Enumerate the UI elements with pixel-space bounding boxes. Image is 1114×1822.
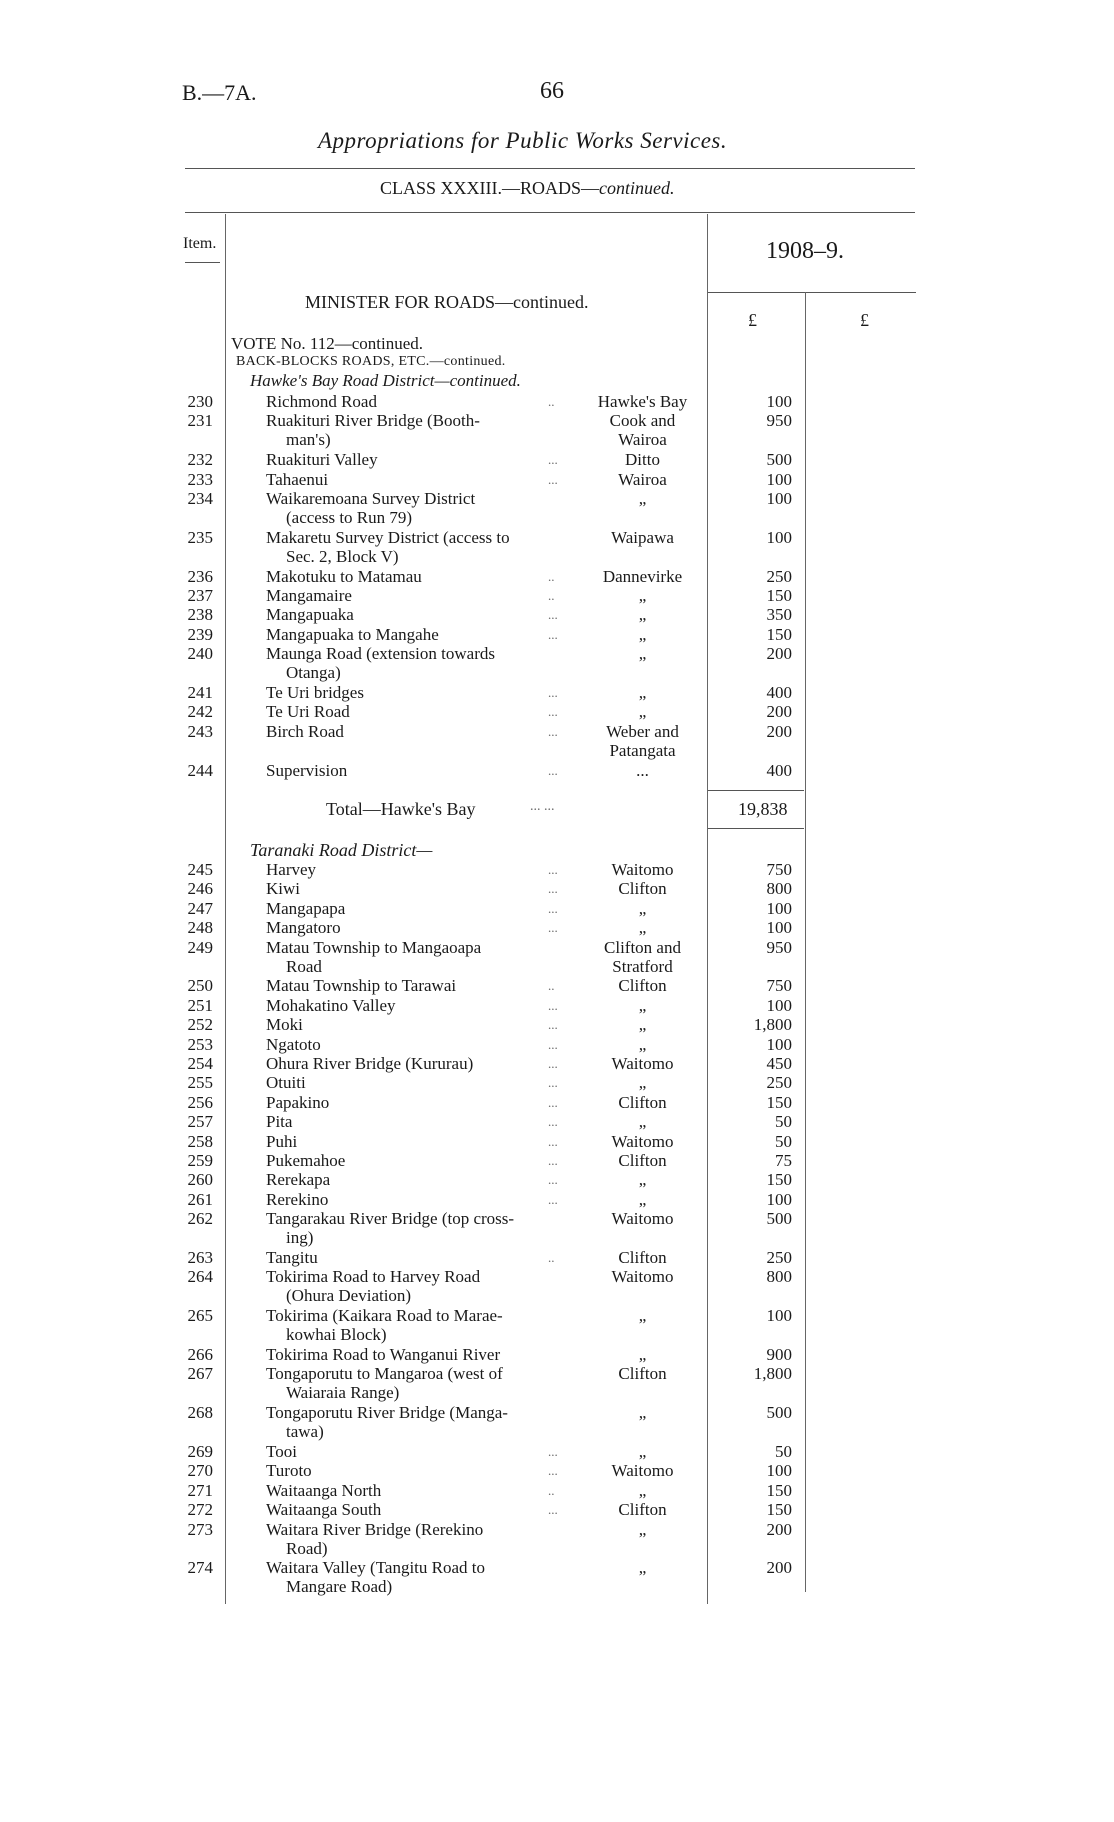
item-number: 274 [187, 1558, 213, 1578]
top-rule [185, 168, 915, 169]
item-description [266, 411, 566, 449]
item-description-text: Rerekino [266, 1189, 329, 1209]
item-number: 270 [187, 1461, 213, 1481]
leader-dots: ... [548, 1114, 558, 1130]
item-description-text: Kiwi [266, 879, 300, 899]
leader-dots: .. [548, 1482, 555, 1498]
item-description-text: Te Uri bridges [266, 683, 364, 702]
electoral-district: Clifton and Stratford [604, 937, 681, 976]
item-description-text: Tongaporutu River Bridge (Manga- [266, 1403, 508, 1423]
electoral-district: Cook and Wairoa [609, 411, 676, 450]
electoral-district: „ [638, 1306, 647, 1326]
item-description [266, 1481, 566, 1500]
electoral-district: Clifton [618, 1248, 667, 1267]
item-description-text: Puhi [266, 1131, 298, 1151]
leader-dots: ... [548, 626, 558, 642]
item-number: 235 [187, 527, 213, 547]
item-description-text: Tokirima (Kaikara Road to Marae- [266, 1306, 503, 1326]
item-number: 234 [187, 489, 213, 508]
electoral-district: „ [638, 1034, 647, 1054]
item-number: 255 [187, 1073, 213, 1093]
item-number: 250 [187, 976, 213, 996]
item-amount: 75 [775, 1151, 792, 1170]
electoral-district: Waitomo [611, 860, 674, 879]
item-number: 268 [187, 1403, 213, 1423]
item-description-text: Waitaanga North [266, 1480, 382, 1500]
page-title: Appropriations for Public Works Services. [318, 128, 728, 153]
item-number: 267 [187, 1364, 213, 1384]
electoral-district: „ [638, 489, 647, 508]
column-divider-amount [805, 292, 806, 1592]
item-number: 273 [187, 1519, 213, 1539]
electoral-district: „ [638, 1189, 647, 1209]
item-number: 246 [187, 879, 213, 899]
item-number: 262 [187, 1209, 213, 1229]
item-description-text: Mangapuaka to Mangahe [266, 624, 439, 644]
item-description [266, 860, 566, 879]
item-number: 265 [187, 1306, 213, 1326]
electoral-district: „ [638, 702, 647, 722]
electoral-district: Clifton [618, 1500, 667, 1520]
item-number: 239 [187, 624, 213, 644]
leader-dots: ... [548, 1036, 558, 1052]
leader-dots: ... [548, 1191, 558, 1207]
item-number: 254 [187, 1054, 213, 1073]
column-divider-district [707, 214, 708, 1604]
item-description [266, 586, 566, 605]
item-description [266, 879, 566, 898]
item-amount: 350 [766, 605, 792, 625]
item-description [266, 1093, 566, 1112]
leader-dots: .. [548, 588, 555, 603]
item-amount: 750 [766, 860, 792, 879]
item-description-continuation: Mangare Road) [286, 1577, 393, 1597]
leader-dots: ... [548, 1075, 558, 1091]
electoral-district: Ditto [625, 450, 660, 470]
taranaki-district-heading: Taranaki Road District— [250, 840, 433, 860]
leader-dots: ... [548, 1094, 558, 1110]
leader-dots: ... [548, 471, 558, 487]
item-amount: 250 [766, 566, 792, 586]
electoral-district: „ [638, 918, 647, 938]
item-description-continuation: ing) [286, 1228, 314, 1248]
column-divider-left [225, 214, 226, 1604]
item-description [266, 567, 566, 586]
item-number: 236 [187, 566, 213, 586]
item-description-continuation: kowhai Block) [286, 1325, 387, 1345]
item-amount: 100 [766, 1461, 792, 1481]
item-description [266, 625, 566, 644]
item-number: 245 [187, 860, 213, 879]
electoral-district: Clifton [618, 1151, 667, 1170]
item-number: 261 [187, 1189, 213, 1209]
leader-dots: ... [548, 1133, 558, 1149]
item-number: 259 [187, 1151, 213, 1170]
item-number: 253 [187, 1034, 213, 1054]
item-amount: 50 [775, 1131, 792, 1151]
electoral-district: Waipawa [611, 527, 674, 547]
item-amount: 400 [766, 683, 792, 702]
item-number: 251 [187, 995, 213, 1015]
item-description-text: Ohura River Bridge (Kururau) [266, 1054, 474, 1073]
item-description-text: Ruakituri Valley [266, 450, 378, 470]
item-description-continuation: Sec. 2, Block V) [286, 546, 399, 566]
item-amount: 200 [766, 702, 792, 722]
electoral-district: Waitomo [611, 1267, 674, 1287]
electoral-district: „ [638, 683, 647, 702]
item-description [266, 1345, 566, 1364]
item-description [266, 1073, 566, 1092]
item-amount: 400 [766, 760, 792, 780]
electoral-district: „ [638, 995, 647, 1015]
leader-dots: .. [548, 394, 555, 409]
class-heading: CLASS XXXIII.—ROADS—continued. [380, 178, 675, 198]
item-description [266, 1209, 566, 1247]
year-rule [708, 292, 916, 293]
item-amount: 200 [766, 644, 792, 664]
item-description [266, 938, 566, 976]
item-description-text: Pita [266, 1112, 293, 1132]
item-amount: 950 [766, 411, 792, 431]
item-amount: 100 [766, 898, 792, 918]
leader-dots: ... [548, 1153, 558, 1168]
item-description [266, 1267, 566, 1305]
electoral-district: „ [638, 1442, 647, 1461]
leader-dots: .. [548, 1250, 555, 1265]
item-amount: 1,800 [753, 1015, 792, 1035]
item-number: 260 [187, 1170, 213, 1190]
item-description [266, 1500, 566, 1519]
leader-dots: ... [548, 723, 558, 739]
electoral-district: „ [638, 1015, 647, 1035]
item-description-text: Mangamaire [266, 586, 352, 605]
item-description-text: Maunga Road (extension towards [266, 644, 495, 664]
electoral-district: „ [638, 605, 647, 625]
item-amount: 100 [766, 527, 792, 547]
leader-dots: ... [548, 762, 558, 778]
year-header: 1908–9. [766, 238, 844, 264]
electoral-district: „ [638, 898, 647, 918]
item-amount: 150 [766, 1170, 792, 1190]
item-description [266, 1306, 566, 1344]
item-column-header: Item. [183, 235, 217, 252]
electoral-district: „ [638, 624, 647, 644]
page-number: 66 [540, 78, 564, 104]
electoral-district: ... [636, 760, 649, 780]
item-description [266, 1035, 566, 1054]
item-description-text: Tokirima Road to Harvey Road [266, 1267, 481, 1287]
item-description [266, 899, 566, 918]
item-description [266, 392, 566, 411]
item-number: 242 [187, 702, 213, 722]
item-description-text: Otuiti [266, 1073, 306, 1093]
item-description [266, 1403, 566, 1441]
electoral-district: „ [638, 644, 647, 664]
item-description [266, 1151, 566, 1170]
item-description [266, 528, 566, 566]
item-description-text: Makaretu Survey District (access to [266, 527, 510, 547]
item-amount: 450 [766, 1054, 792, 1073]
item-description [266, 1190, 566, 1209]
item-description-continuation: (access to Run 79) [286, 508, 413, 527]
item-description [266, 683, 566, 702]
item-description-continuation: man's) [286, 430, 331, 450]
item-description [266, 1112, 566, 1131]
item-number: 233 [187, 469, 213, 489]
item-description [266, 996, 566, 1015]
item-number: 269 [187, 1442, 213, 1461]
leader-dots: ... [548, 704, 558, 720]
item-description [266, 976, 566, 995]
electoral-district: „ [638, 586, 647, 605]
leader-dots: ... [548, 1502, 558, 1518]
electoral-district: Clifton [618, 1364, 667, 1384]
item-description-continuation: Waiaraia Range) [286, 1383, 400, 1403]
leader-dots: ... [548, 1444, 558, 1459]
item-number: 237 [187, 586, 213, 605]
item-number: 264 [187, 1267, 213, 1287]
item-amount: 100 [766, 1189, 792, 1209]
pound-sign-1: £ [748, 310, 757, 330]
pound-sign-2: £ [860, 310, 869, 330]
item-amount: 500 [766, 1403, 792, 1423]
item-amount: 800 [766, 879, 792, 899]
leader-dots: ... [548, 685, 558, 700]
leader-dots: .. [548, 978, 555, 994]
item-amount: 150 [766, 1092, 792, 1112]
item-amount: 250 [766, 1248, 792, 1267]
electoral-district: Waitomo [611, 1054, 674, 1073]
item-description-continuation: tawa) [286, 1422, 324, 1442]
electoral-district: Dannevirke [602, 566, 683, 586]
item-description [266, 1364, 566, 1402]
electoral-district: Hawke's Bay [597, 392, 688, 411]
item-description-text: Mangapuaka [266, 605, 354, 625]
item-description-text: Matau Township to Mangaoapa [266, 937, 482, 957]
leader-dots: ... [548, 607, 558, 623]
item-amount: 500 [766, 1209, 792, 1229]
item-description [266, 1170, 566, 1189]
total-rule-bottom [708, 828, 804, 829]
hawkes-bay-district-heading: Hawke's Bay Road District—continued. [250, 371, 521, 390]
item-amount: 50 [775, 1112, 792, 1132]
item-description [266, 761, 566, 780]
back-blocks-heading: BACK-BLOCKS ROADS, ETC.—continued. [236, 354, 506, 369]
item-amount: 1,800 [753, 1364, 792, 1384]
item-description [266, 1520, 566, 1558]
item-description-text: Mangapapa [266, 898, 346, 918]
minister-heading: MINISTER FOR ROADS—continued. [305, 292, 589, 312]
item-number: 249 [187, 937, 213, 957]
item-description [266, 1442, 566, 1461]
item-description [266, 450, 566, 469]
leader-dots: ... [548, 920, 558, 936]
electoral-district: Waitomo [611, 1131, 674, 1151]
item-description-text: Tongaporutu to Mangaroa (west of [266, 1364, 503, 1384]
item-description-text: Pukemahoe [266, 1151, 346, 1170]
item-amount: 100 [766, 995, 792, 1015]
item-description-text: Harvey [266, 860, 317, 879]
item-description-text: Tangarakau River Bridge (top cross- [266, 1209, 515, 1229]
leader-dots: ... [548, 1172, 558, 1188]
item-number: 263 [187, 1248, 213, 1267]
leader-dots: ... [548, 997, 558, 1013]
item-description-text: Ruakituri River Bridge (Booth- [266, 411, 480, 431]
item-amount: 150 [766, 1500, 792, 1520]
item-amount: 100 [766, 1306, 792, 1326]
item-number: 230 [187, 392, 213, 411]
item-description-text: Waitaanga South [266, 1500, 382, 1520]
electoral-district: „ [638, 1519, 647, 1539]
item-description [266, 722, 566, 741]
item-amount: 900 [766, 1345, 792, 1364]
item-amount: 500 [766, 450, 792, 470]
item-number: 252 [187, 1015, 213, 1035]
item-description-text: Matau Township to Tarawai [266, 976, 457, 996]
item-amount: 250 [766, 1073, 792, 1093]
item-amount: 150 [766, 1480, 792, 1500]
electoral-district: Waitomo [611, 1209, 674, 1229]
item-description-continuation: Road [286, 956, 322, 976]
item-amount: 100 [766, 1034, 792, 1054]
item-number: 243 [187, 721, 213, 741]
item-amount: 150 [766, 586, 792, 605]
item-number: 231 [187, 411, 213, 431]
item-number: 256 [187, 1092, 213, 1112]
electoral-district: „ [638, 1558, 647, 1578]
item-number: 271 [187, 1480, 213, 1500]
electoral-district: „ [638, 1073, 647, 1093]
total-rule-top [708, 790, 804, 791]
leader-dots: ... [548, 1463, 558, 1479]
item-amount: 200 [766, 1558, 792, 1578]
item-description-text: Papakino [266, 1092, 330, 1112]
item-number: 247 [187, 898, 213, 918]
item-description-text: Waikaremoana Survey District [266, 489, 476, 508]
electoral-district: „ [638, 1480, 647, 1500]
item-description-text: Tahaenui [266, 469, 329, 489]
leader-dots: ... [548, 1056, 558, 1071]
total-leader-dots: ... ... [530, 799, 555, 814]
item-number: 244 [187, 760, 213, 780]
item-description [266, 489, 566, 527]
electoral-district: Clifton [618, 1092, 667, 1112]
item-underline [185, 262, 220, 263]
item-description [266, 1132, 566, 1151]
leader-dots: ... [548, 881, 558, 897]
electoral-district: Clifton [618, 879, 667, 899]
item-description [266, 1015, 566, 1034]
item-description-text: Tooi [266, 1442, 297, 1461]
vote-heading: VOTE No. 112—continued. [231, 334, 424, 353]
item-description-text: Te Uri Road [266, 702, 350, 722]
item-amount: 50 [775, 1442, 792, 1461]
electoral-district: Clifton [618, 976, 667, 996]
electoral-district: „ [638, 1170, 647, 1190]
item-description-text: Ngatoto [266, 1034, 321, 1054]
total-label: Total—Hawke's Bay [326, 799, 476, 819]
item-description-text: Mohakatino Valley [266, 995, 396, 1015]
item-amount: 100 [766, 469, 792, 489]
electoral-district: Waitomo [611, 1461, 674, 1481]
item-description-text: Rerekapa [266, 1170, 331, 1190]
item-description [266, 1558, 566, 1596]
leader-dots: ... [548, 900, 558, 916]
leader-dots: ... [548, 452, 558, 468]
item-description [266, 644, 566, 682]
item-description-text: Supervision [266, 760, 348, 780]
item-amount: 100 [766, 392, 792, 411]
electoral-district: „ [638, 1112, 647, 1132]
item-number: 240 [187, 644, 213, 664]
item-description [266, 918, 566, 937]
leader-dots: ... [548, 862, 558, 877]
item-amount: 200 [766, 1519, 792, 1539]
leader-dots: .. [548, 568, 555, 584]
electoral-district: „ [638, 1345, 647, 1364]
item-description-text: Richmond Road [266, 392, 377, 411]
electoral-district: Wairoa [618, 469, 667, 489]
item-number: 257 [187, 1112, 213, 1132]
total-amount: 19,838 [738, 799, 788, 819]
item-number: 248 [187, 918, 213, 938]
item-description [266, 470, 566, 489]
item-number: 272 [187, 1500, 213, 1520]
item-amount: 100 [766, 918, 792, 938]
item-number: 241 [187, 683, 213, 702]
item-amount: 950 [766, 937, 792, 957]
item-number: 266 [187, 1345, 213, 1364]
item-description-text: Turoto [266, 1461, 312, 1481]
item-amount: 200 [766, 721, 792, 741]
item-description-text: Moki [266, 1015, 303, 1035]
item-description [266, 1054, 566, 1073]
item-description-continuation: (Ohura Deviation) [286, 1286, 412, 1306]
item-description-text: Makotuku to Matamau [266, 566, 422, 586]
item-description [266, 702, 566, 721]
item-amount: 750 [766, 976, 792, 996]
item-description-text: Waitara Valley (Tangitu Road to [266, 1558, 486, 1578]
header-rule [185, 212, 915, 213]
item-description-text: Waitara River Bridge (Rerekino [266, 1519, 484, 1539]
item-description-text: Mangatoro [266, 918, 341, 938]
item-description-text: Birch Road [266, 721, 344, 741]
item-description-continuation: Road) [286, 1538, 328, 1558]
item-description [266, 1461, 566, 1480]
item-number: 232 [187, 450, 213, 470]
item-description [266, 605, 566, 624]
electoral-district: „ [638, 1403, 647, 1423]
item-amount: 800 [766, 1267, 792, 1287]
item-description [266, 1248, 566, 1267]
document-reference: B.—7A. [182, 80, 257, 105]
item-amount: 100 [766, 489, 792, 508]
electoral-district: Weber and Patangata [606, 721, 679, 760]
item-description-text: Tokirima Road to Wanganui River [266, 1345, 501, 1364]
leader-dots: ... [548, 1017, 558, 1033]
item-description-continuation: Otanga) [286, 663, 341, 683]
item-number: 238 [187, 605, 213, 625]
item-number: 258 [187, 1131, 213, 1151]
item-amount: 150 [766, 624, 792, 644]
item-description-text: Tangitu [266, 1248, 318, 1267]
